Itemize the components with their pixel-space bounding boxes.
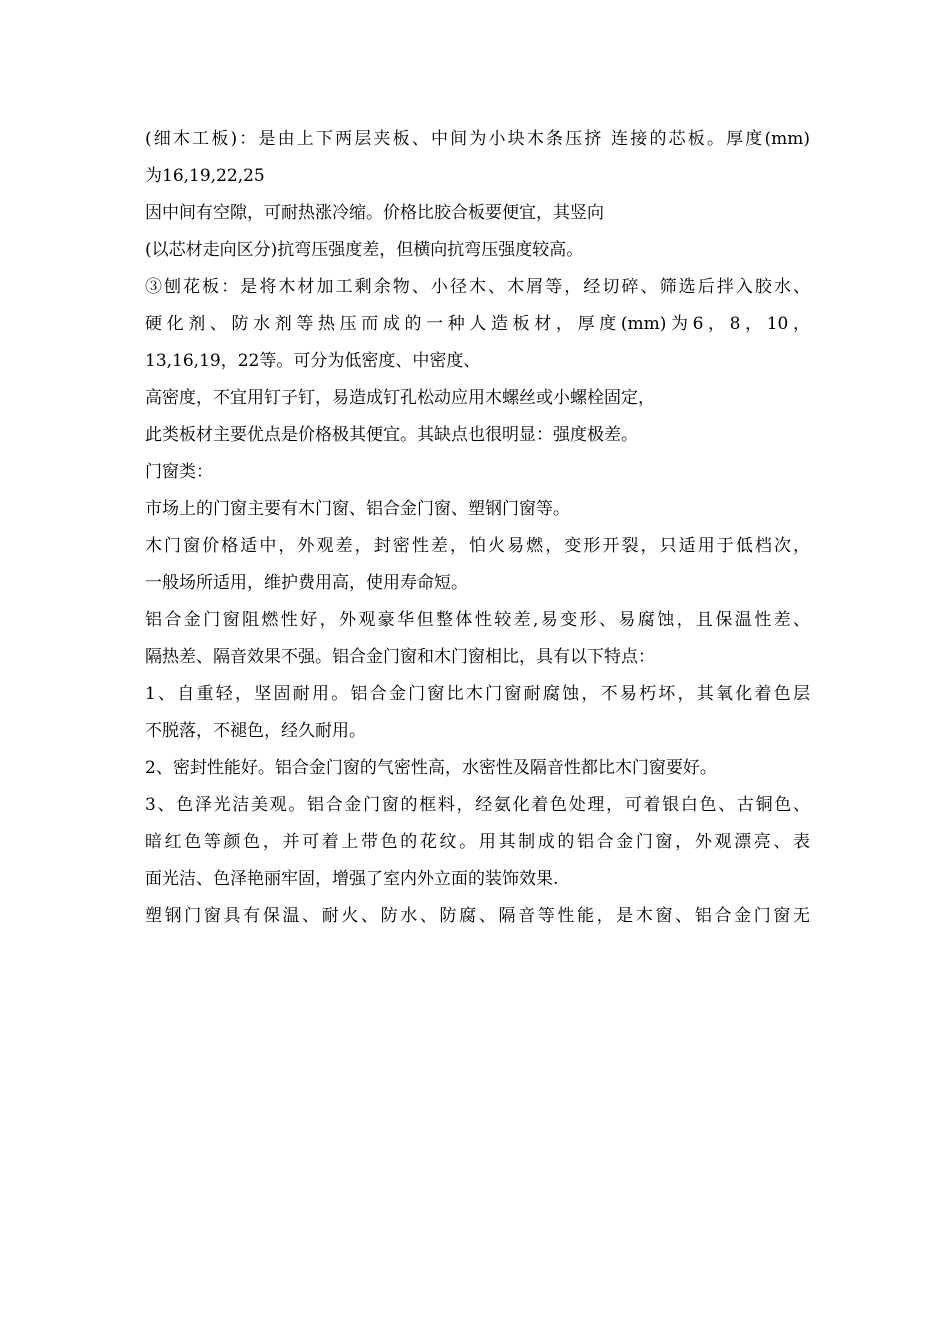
text-line: 木门窗价格适中，外观差，封密性差，怕火易燃，变形开裂，只适用于低档次， xyxy=(145,536,810,556)
text-line: 3、色泽光洁美观。铝合金门窗的框料，经氨化着色处理，可着银白色、古铜色、 xyxy=(145,795,810,815)
text-line: (细木工板)：是由上下两层夹板、中间为小块木条压挤 连接的芯板。厚度(mm) xyxy=(145,129,810,149)
text-line: 一般场所适用，维护费用高，使用寿命短。 xyxy=(145,573,468,593)
text-line: 塑钢门窗具有保温、耐火、防水、防腐、隔音等性能，是木窗、铝合金门窗无 xyxy=(145,906,810,926)
text-line: 1、自重轻，坚固耐用。铝合金门窗比木门窗耐腐蚀，不易朽坏，其氧化着色层 xyxy=(145,684,810,704)
text-line: ③刨花板：是将木材加工剩余物、小径木、木屑等，经切碎、筛选后拌入胶水、 xyxy=(145,277,810,297)
text-line: 高密度，不宜用钉子钉，易造成钉孔松动应用木螺丝或小螺栓固定， xyxy=(145,388,655,408)
section-heading: 门窗类： xyxy=(145,462,213,482)
text-line: 此类板材主要优点是价格极其便宜。其缺点也很明显：强度极差。 xyxy=(145,425,638,445)
document-body xyxy=(145,121,810,935)
text-line: 因中间有空隙，可耐热涨冷缩。价格比胶合板要便宜，其竖向 xyxy=(145,203,604,223)
text-line: 隔热差、隔音效果不强。铝合金门窗和木门窗相比，具有以下特点： xyxy=(145,647,655,667)
text-line: 不脱落，不褪色，经久耐用。 xyxy=(145,721,366,741)
text-line: 暗红色等颜色，并可着上带色的花纹。用其制成的铝合金门窗，外观漂亮、表 xyxy=(145,832,810,852)
text-line: 硬化剂、防水剂等热压而成的一种人造板材，厚度(mm)为6，8，10， xyxy=(145,314,810,334)
text-line: 为16,19,22,25 xyxy=(145,166,265,186)
text-line: 铝合金门窗阻燃性好，外观豪华但整体性较差,易变形、易腐蚀，且保温性差、 xyxy=(145,610,810,630)
text-line: (以芯材走向区分)抗弯压强度差，但横向抗弯压强度较高。 xyxy=(145,240,584,260)
text-line: 13,16,19，22等。可分为低密度、中密度、 xyxy=(145,351,481,371)
text-line: 2、密封性能好。铝合金门窗的气密性高，水密性及隔音性都比木门窗要好。 xyxy=(145,758,717,778)
text-line: 面光洁、色泽艳丽牢固，增强了室内外立面的装饰效果. xyxy=(145,869,559,889)
text-line: 市场上的门窗主要有木门窗、铝合金门窗、塑钢门窗等。 xyxy=(145,499,570,519)
